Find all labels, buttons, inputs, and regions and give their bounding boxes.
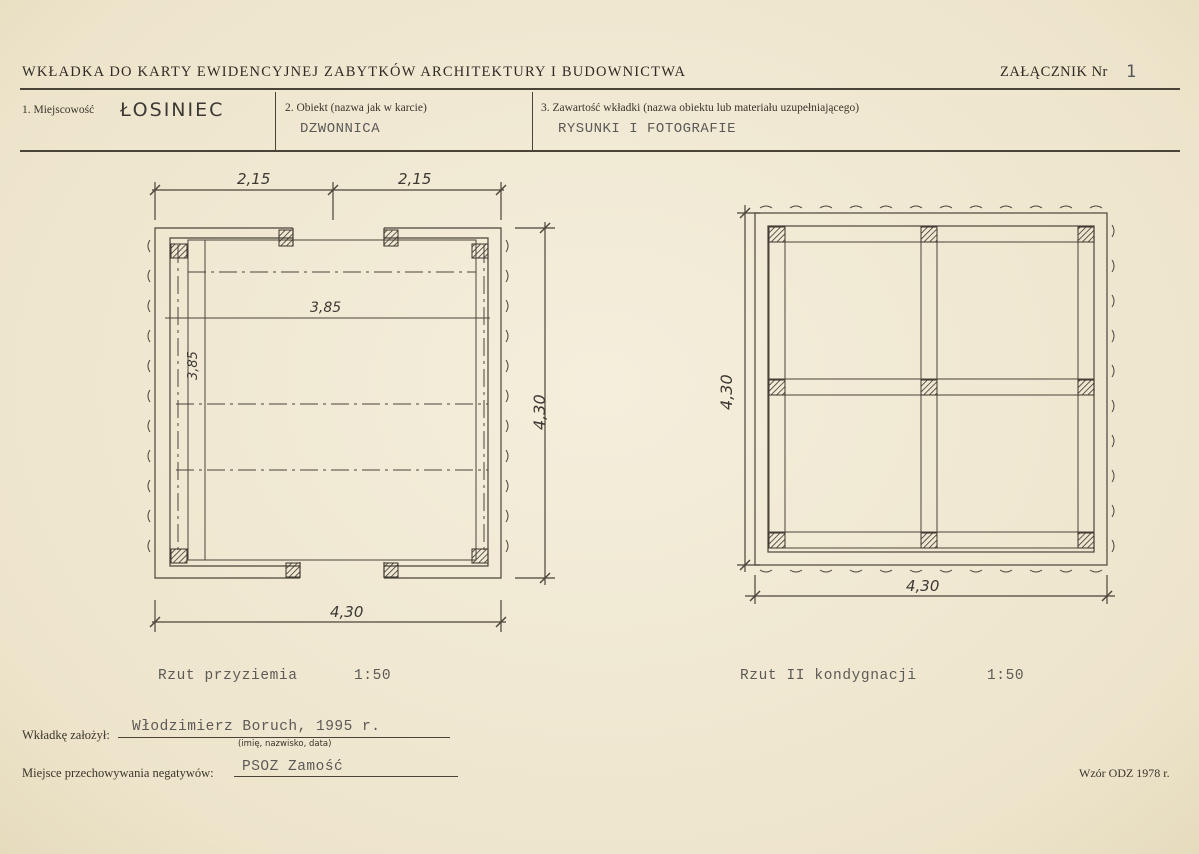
upper-caption: Rzut II kondygnacji	[740, 668, 917, 684]
ground-floor-plan	[148, 182, 555, 632]
ground-caption: Rzut przyziemia	[158, 668, 298, 684]
object-label: 2. Obiekt (nazwa jak w karcie)	[285, 102, 427, 114]
card-title: WKŁADKA DO KARTY EWIDENCYJNEJ ZABYTKÓW ARCHITEKTURY I BUDOWNICTWA	[22, 64, 687, 80]
founder-line	[118, 737, 450, 738]
dim-height: 4,30	[530, 394, 549, 430]
object-value: DZWONNICA	[300, 121, 381, 137]
upper-floor-plan	[737, 205, 1115, 604]
dim-top-right: 2,15	[398, 170, 432, 188]
outer-wall	[155, 228, 501, 578]
founder-hint: (imię, nazwisko, data)	[238, 739, 332, 749]
locality-value: ŁOSINIEC	[120, 99, 225, 121]
annex-number: 1	[1126, 62, 1137, 82]
upper-dim-height: 4,30	[717, 374, 736, 410]
negatives-label: Miejsce przechowywania negatywów:	[22, 766, 214, 780]
upper-scale: 1:50	[987, 668, 1025, 684]
locality-label: 1. Miejscowość	[22, 104, 95, 116]
dim-top-left: 2,15	[237, 170, 271, 188]
dim-bottom: 4,30	[330, 603, 364, 621]
upper-dim-bottom: 4,30	[906, 577, 940, 595]
dim-inner-width: 3,85	[310, 300, 342, 316]
contents-value: RYSUNKI I FOTOGRAFIE	[558, 121, 737, 137]
form-code: Wzór ODZ 1978 r.	[1079, 766, 1170, 780]
ground-scale: 1:50	[354, 668, 392, 684]
annex-label: ZAŁĄCZNIK Nr	[1000, 64, 1108, 80]
founder-label: Wkładkę założył:	[22, 728, 110, 742]
contents-label: 3. Zawartość wkładki (nazwa obiektu lub materiału uzupełniającego)	[541, 102, 860, 114]
negatives-line	[234, 776, 458, 777]
inner-frame	[188, 240, 476, 560]
negatives-value: PSOZ Zamość	[242, 759, 344, 775]
founder-value: Włodzimierz Boruch, 1995 r.	[132, 719, 381, 735]
dim-inner-height: 3,85	[186, 351, 201, 380]
